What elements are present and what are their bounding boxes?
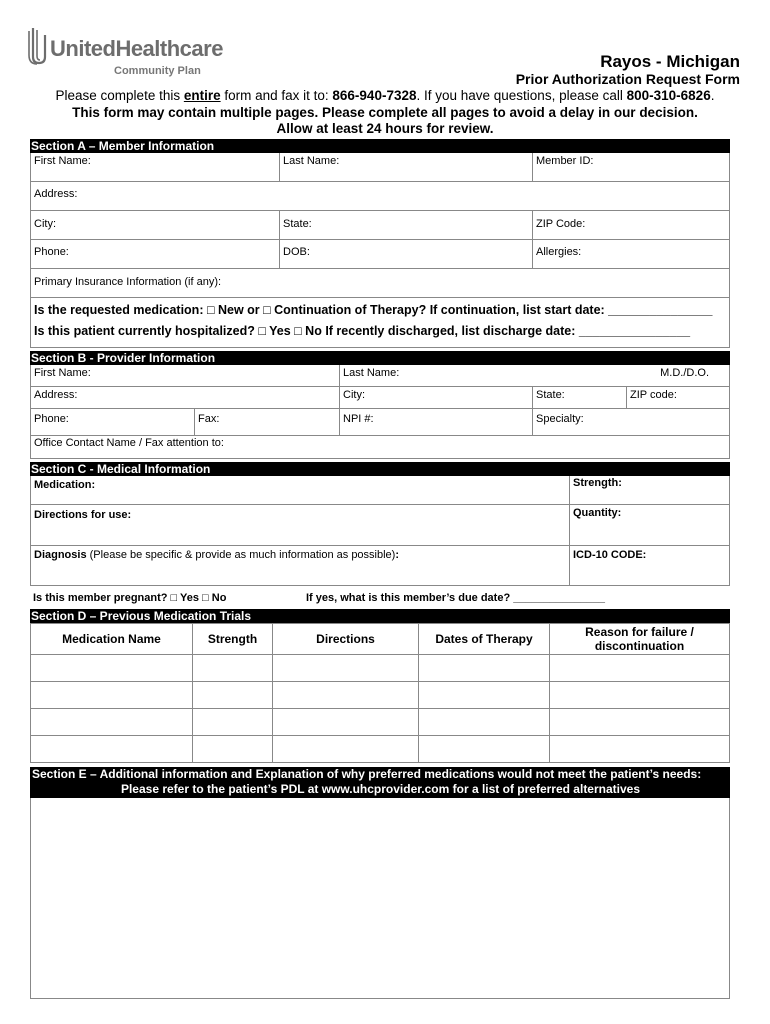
directions-field[interactable] xyxy=(30,505,570,546)
form-subtitle: Prior Authorization Request Form xyxy=(515,71,740,87)
provider-first-name-field[interactable] xyxy=(30,365,340,387)
entire-emphasis: entire xyxy=(183,88,221,103)
field-label: Directions for use: xyxy=(34,509,132,521)
provider-zip-field[interactable] xyxy=(627,387,730,409)
table-row[interactable] xyxy=(31,736,729,762)
fax-number: 866-940-7328 xyxy=(332,88,417,103)
member-state-field[interactable] xyxy=(280,211,533,240)
field-label: NPI #: xyxy=(343,413,374,425)
brand-subtitle: Community Plan xyxy=(114,65,201,77)
section-e-title: Section E – Additional information and Explanation of why preferred medications would not meet the patient’s needs: xyxy=(32,767,702,781)
column-header-dates-of-therapy: Dates of Therapy xyxy=(435,632,533,646)
new-or-continuation-question[interactable]: Is the requested medication: □ New or □ Continuation of Therapy? If continuation, list start date: _______________ xyxy=(34,303,713,317)
member-address-field[interactable] xyxy=(30,182,730,211)
field-label: Address: xyxy=(34,389,78,401)
member-first-name-field[interactable] xyxy=(30,153,280,182)
field-label: Member ID: xyxy=(536,155,594,167)
instruction-line-3: Allow at least 24 hours for review. xyxy=(276,121,494,136)
field-label: Phone: xyxy=(34,413,69,425)
medication-trials-table xyxy=(30,623,730,763)
instruction-text: Please complete this xyxy=(55,88,184,103)
diagnosis-colon: : xyxy=(395,549,400,561)
section-d-header: Section D – Previous Medication Trials xyxy=(30,609,730,623)
section-a-header: Section A – Member Information xyxy=(30,139,730,153)
diagnosis-label: Diagnosis xyxy=(34,549,87,561)
medication-field[interactable] xyxy=(30,476,570,505)
section-e-header xyxy=(30,767,730,798)
field-label: Address: xyxy=(34,188,78,200)
field-label: Strength: xyxy=(573,477,622,489)
member-allergies-field[interactable] xyxy=(533,240,730,269)
column-header-reason-for-failure: Reason for failure / discontinuation xyxy=(585,625,694,653)
provider-phone-field[interactable] xyxy=(30,409,195,436)
united-healthcare-logo-icon xyxy=(27,27,47,65)
office-contact-field[interactable] xyxy=(30,436,730,459)
field-label: City: xyxy=(34,218,56,230)
provider-npi-field[interactable] xyxy=(340,409,533,436)
field-label: Quantity: xyxy=(573,507,622,519)
phone-number: 800-310-6826 xyxy=(626,88,711,103)
instruction-text: . xyxy=(710,88,715,103)
field-label: City: xyxy=(343,389,365,401)
field-label: First Name: xyxy=(34,155,91,167)
provider-specialty-field[interactable] xyxy=(533,409,730,436)
table-row[interactable] xyxy=(31,682,729,708)
provider-last-name-field[interactable] xyxy=(340,365,730,387)
member-city-field[interactable] xyxy=(30,211,280,240)
instruction-text: . If you have questions, please call xyxy=(416,88,627,103)
field-label: Last Name: xyxy=(343,367,400,379)
medication-status-box xyxy=(30,298,730,348)
field-label: State: xyxy=(536,389,565,401)
member-zip-field[interactable] xyxy=(533,211,730,240)
primary-insurance-field[interactable] xyxy=(30,269,730,298)
field-label: Fax: xyxy=(198,413,220,425)
diagnosis-note: (Please be specific & provide as much information as possible) xyxy=(86,549,396,561)
provider-fax-field[interactable] xyxy=(195,409,340,436)
strength-field[interactable] xyxy=(570,476,730,505)
field-label: Office Contact Name / Fax attention to: xyxy=(34,437,224,449)
section-b-header: Section B - Provider Information xyxy=(30,351,730,365)
column-header-strength: Strength xyxy=(207,632,258,646)
member-phone-field[interactable] xyxy=(30,240,280,269)
field-label: Specialty: xyxy=(536,413,584,425)
provider-city-field[interactable] xyxy=(340,387,533,409)
field-label: Primary Insurance Information (if any): xyxy=(34,276,222,288)
brand-name: UnitedHealthcare xyxy=(50,36,223,61)
additional-information-box[interactable] xyxy=(30,798,730,999)
provider-address-field[interactable] xyxy=(30,387,340,409)
field-label: ZIP code: xyxy=(630,389,677,401)
field-label: Last Name: xyxy=(283,155,340,167)
instruction-line-2: This form may contain multiple pages. Please complete all pages to avoid a delay in our decision. xyxy=(72,105,698,120)
icd10-field[interactable] xyxy=(570,546,730,586)
section-e-note: Please refer to the patient’s PDL at www.uhcprovider.com for a list of preferred alternatives xyxy=(120,781,641,796)
pregnant-question[interactable]: Is this member pregnant? □ Yes □ No xyxy=(33,592,227,604)
column-header-medication-name: Medication Name xyxy=(62,632,161,646)
md-do-label: M.D./D.O. xyxy=(660,367,709,379)
field-label: Phone: xyxy=(34,246,69,258)
due-date-question[interactable]: If yes, what is this member’s due date? _______________ xyxy=(306,592,605,604)
quantity-field[interactable] xyxy=(570,505,730,546)
table-row[interactable] xyxy=(31,655,729,681)
form-title: Rayos - Michigan xyxy=(600,52,740,71)
column-header-directions: Directions xyxy=(316,632,375,646)
table-row[interactable] xyxy=(31,709,729,735)
section-c-header: Section C - Medical Information xyxy=(30,462,730,476)
hospitalized-question[interactable]: Is this patient currently hospitalized? □ Yes □ No If recently discharged, list discharge date: ________________ xyxy=(34,324,691,338)
instruction-text: form and fax it to: xyxy=(220,88,333,103)
field-label: DOB: xyxy=(283,246,310,258)
field-label: Allergies: xyxy=(536,246,582,258)
field-label: State: xyxy=(283,218,312,230)
field-label: ICD-10 CODE: xyxy=(573,549,647,561)
field-label: Medication: xyxy=(34,479,96,491)
field-label: First Name: xyxy=(34,367,91,379)
field-label: ZIP Code: xyxy=(536,218,586,230)
diagnosis-field[interactable] xyxy=(30,546,570,586)
instruction-line-1 xyxy=(0,88,770,103)
member-last-name-field[interactable] xyxy=(280,153,533,182)
member-dob-field[interactable] xyxy=(280,240,533,269)
provider-state-field[interactable] xyxy=(533,387,627,409)
member-id-field[interactable] xyxy=(533,153,730,182)
